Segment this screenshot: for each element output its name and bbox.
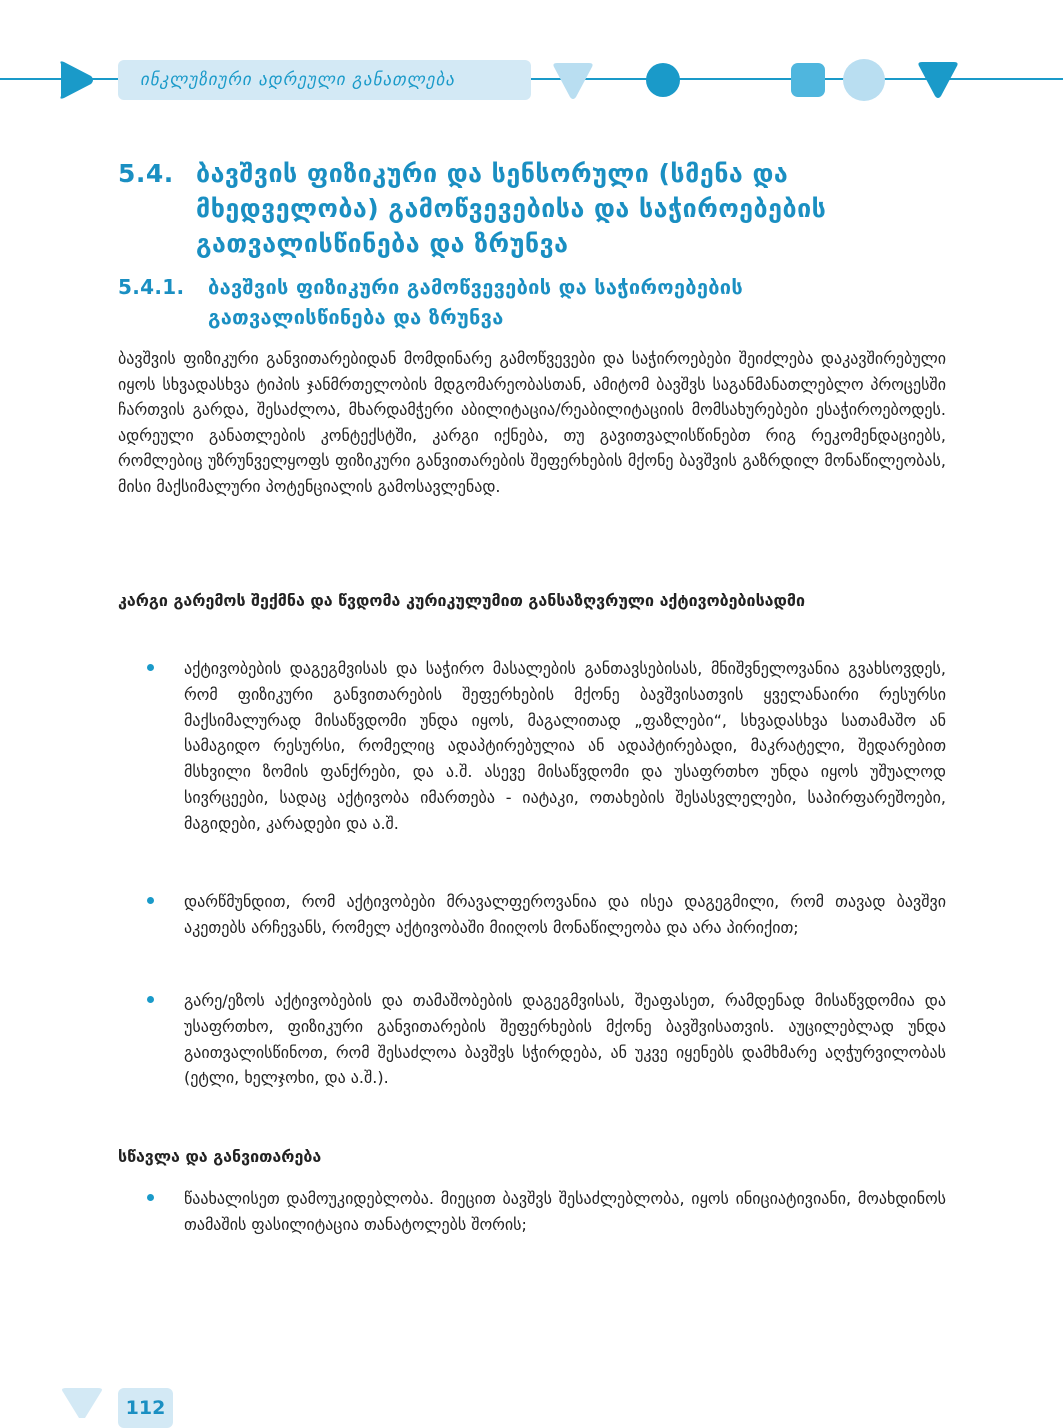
section2-title: სწავლა და განვითარება	[118, 1147, 322, 1166]
triangle-down-light-icon	[552, 63, 594, 101]
subsection-number: 5.4.1.	[118, 275, 185, 299]
bullet-dot	[147, 897, 154, 904]
list-item: გარე/ეზოს აქტივობების და თამაშობების დაგეგმვისას, შეაფასეთ, რამდენად მისაწვდომია და უსაფრთხო, ფიზიკური განვითარების შეფერხების მქონე ბავშვისათვის. აუცილებლად უნდა გაითვალისწინოთ, რომ შესაძლოა ბავშვს სჭირდება, ან უკვე იყენებს დამხმარე აღჭურვილობას (ეტლი, ხელჯოხი, და ა.შ.).	[184, 991, 946, 1088]
section-number: 5.4.	[118, 159, 174, 188]
triangle-down-dark-icon	[917, 62, 959, 100]
circle-dark-icon	[645, 62, 681, 98]
square-mid-icon	[790, 62, 826, 98]
list-item: დარწმუნდით, რომ აქტივობები მრავალფეროვანია და ისეა დაგეგმილი, რომ თავად ბავშვი აკეთებს არჩევანს, რომელ აქტივობაში მიიღოს მონაწილეობა და არა პირიქით;	[184, 892, 946, 937]
footer-triangle-icon	[60, 1388, 104, 1418]
section-title: ბავშვის ფიზიკური და სენსორული (სმენა და მხედველობა) გამოწვევებისა და საჭიროებების გათვალისწინება და ზრუნვა	[196, 159, 827, 258]
bullet-dot	[147, 996, 154, 1003]
circle-light-icon	[842, 58, 886, 102]
section-heading	[118, 156, 918, 261]
section1-title: კარგი გარემოს შექმნა და წვდომა კურიკულუმით განსაზღვრული აქტივობებისადმი	[118, 591, 805, 610]
subsection-heading	[118, 272, 918, 332]
header-label: ინკლუზიური ადრეული განათლება	[118, 60, 531, 100]
subsection-title: ბავშვის ფიზიკური გამოწვევების და საჭიროებების გათვალისწინება და ზრუნვა	[208, 275, 744, 329]
list-item: აქტივობების დაგეგმვისას და საჭირო მასალების განთავსებისას, მნიშვნელოვანია გვახსოვდეს, რომ ფიზიკური განვითარების შეფერხების მქონე ბავშვისათვის ყველანაირი რესურსი მაქსიმალურად მისაწვდომი უნდა იყოს, მაგალითად „ფაზლები“, სხვადასხვა სათამაშო ან სამაგიდო რესურსი, რომელიც ადაპტირებულია ან ადაპტირებადი, მაკრატელი, შედარებით მსხვილი ზომის ფანქრები, და ა.შ. ასევე მისაწვდომი და უსაფრთხო უნდა იყოს უშუალოდ სივრცეები, სადაც აქტივობა იმართება - იატაკი, ოთახების შესასვლელები, საპირფარეშოები, მაგიდები, კარადები და ა.შ.	[184, 659, 946, 833]
bullet-dot	[147, 1194, 154, 1201]
play-triangle-icon	[55, 60, 95, 100]
list-item: წაახალისეთ დამოუკიდებლობა. მიეცით ბავშვს შესაძლებლობა, იყოს ინიციატივიანი, მოახდინოს თამაშის ფასილიტაცია თანატოლებს შორის;	[184, 1189, 946, 1234]
intro-paragraph: ბავშვის ფიზიკური განვითარებიდან მომდინარე გამოწვევები და საჭიროებები შეიძლება დაკავშირებული იყოს სხვადასხვა ტიპის ჯანმრთელობის მდგომარეობასთან, ამიტომ ბავშვს საგანმანათლებლო პროცესში ჩართვის გარდა, შესაძლოა, მხარდამჭერი აბილიტაცია/რეაბილიტაციის მომსახურებები ესაჭიროებოდეს. ადრეული განათლების კონტექსტში, კარგი იქნება, თუ გავითვალისწინებთ რიგ რეკომენდაციებს, რომლებიც უზრუნველყოფს ფიზიკური განვითარების შეფერხების მქონე ბავშვის გაზრდილ მონაწილეობას, მისი მაქსიმალური პოტენციალის გამოსავლენად.	[118, 349, 946, 496]
page-number: 112	[118, 1388, 173, 1428]
bullet-dot	[147, 664, 154, 671]
